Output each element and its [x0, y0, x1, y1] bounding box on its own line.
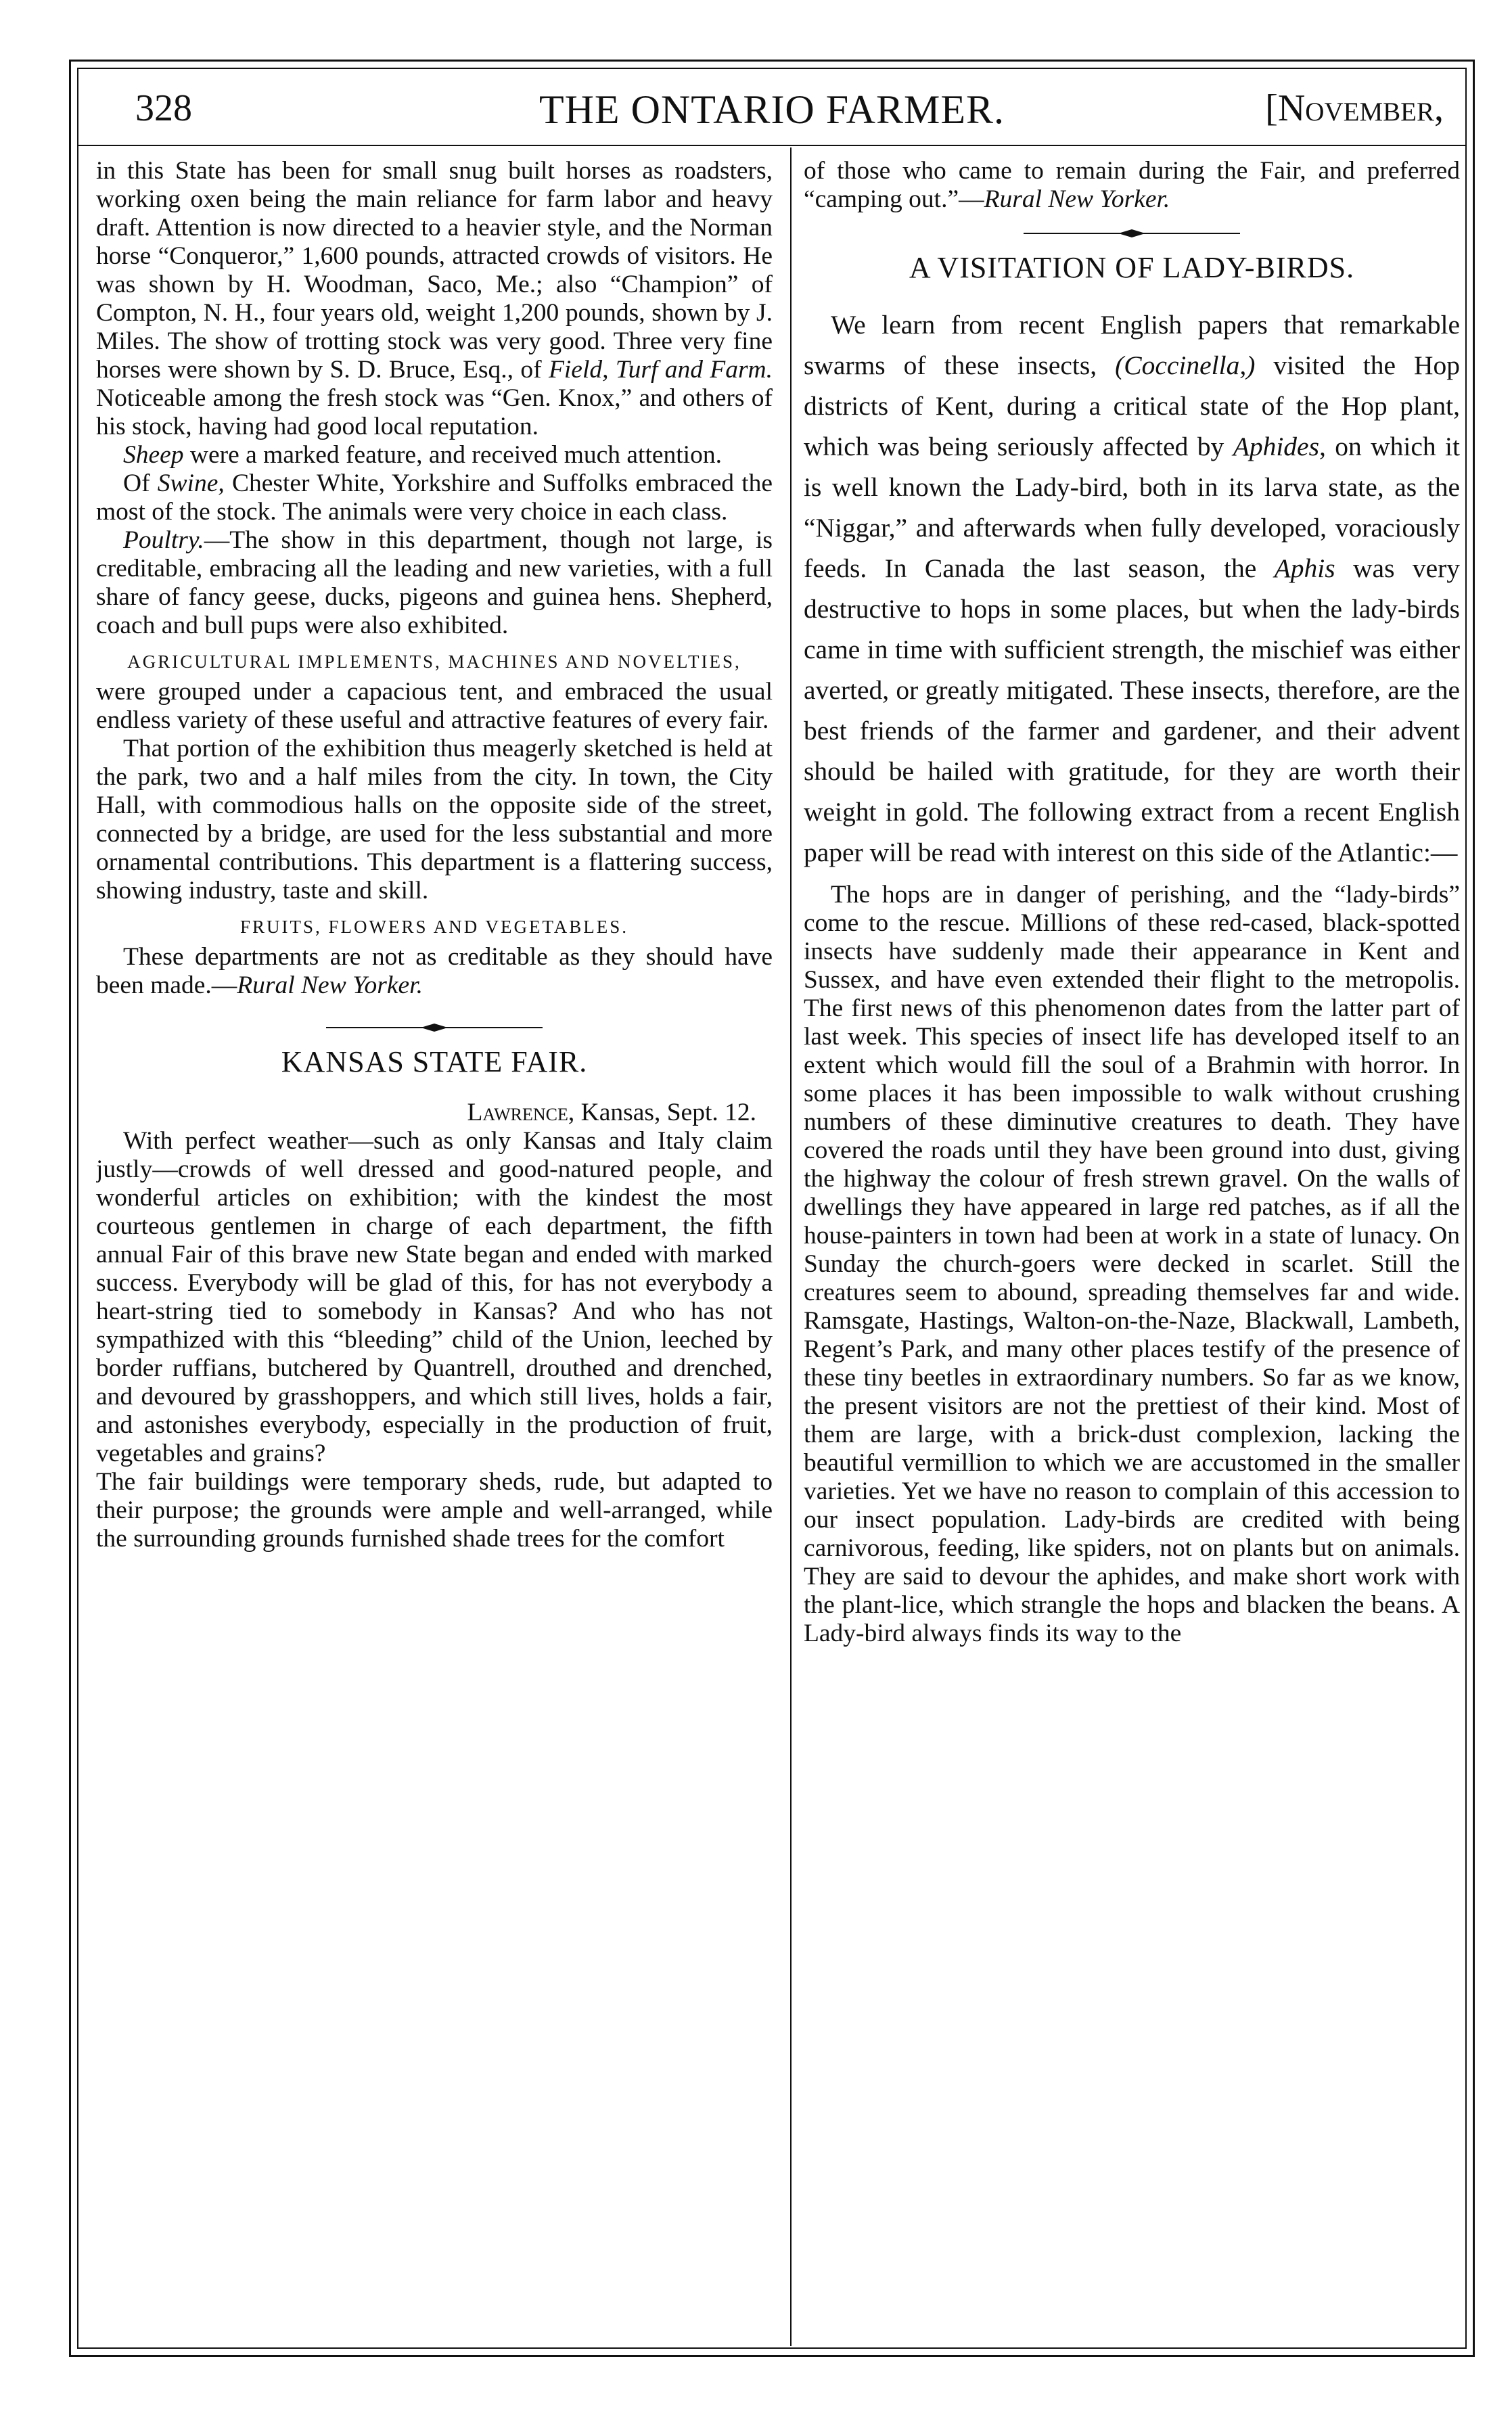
fruits-paragraph: These departments are not as creditable as they should have been made.—Rural New Yorker. [96, 943, 773, 999]
kansas-dateline: Lawrence, Kansas, Sept. 12. [467, 1099, 756, 1126]
ladybird-extract-paragraph: The hops are in danger of perishing, and the “lady-birds” come to the rescue. Millions of these red-cased, black-spotted insects have suddenly made their appearance in Kent and Sussex, and have even extended their flight to the metropolis. The first news of this phenomenon dates from the latter part of last week. This species of insect life has developed itself to an extent which would fill the soul of a Brahmin with horror. In some places it has been impossible to walk without crushing numbers of these diminutive creatures to death. They have covered the roads until they have been ground into dust, giving the highway the colour of fresh strewn gravel. On the walls of dwellings they have appeared in large red patches, as if all the house-painters in town had been at work in a state of lunacy. On Sunday the church-goers were decked in scarlet. Still the creatures seem to abound, spreading themselves far and wide. Ramsgate, Hastings, Walton-on-the-Naze, Blackwall, Lambeth, Regent’s Park, and many other places testify of the presence of these tiny beetles in extraordinary numbers. So far as we know, the present visitors are not the prettiest of their kind. Most of them are large, with a brick-dust complexion, lacking the beautiful vermillion to which we are accustomed in the smaller varieties. Yet we have no reason to complain of this accession to our insect population. Lady-birds are credited with being carnivorous, feeding, like spiders, not on plants but on animals. They are said to devour the aphides, and make short work with the plant-lice, which strangle the hops and blacken the beans. A Lady-bird always finds its way to the [804, 881, 1460, 1647]
ladybird-intro-paragraph: We learn from recent English papers that remarkable swarms of these insects, (Coccinella,) visited the Hop districts of Kent, during a critical state of the Hop plant, which was being seriously affected by Aphides, on which it is well known the Lady-bird, both in its larva state, as the “Niggar,” and afterwards when fully developed, voraciously feeds. In Canada the last season, the Aphis was very destructive to hops in some places, but when the lady-birds came in time with sufficient strength, the mischief was either averted, or greatly mitigated. These insects, therefore, are the best friends of the farmer and gardener, and their advent should be hailed with gratitude, for they are worth their weight in gold. The following extract from a recent English paper will be read with interest on this side of the Atlantic:— [804, 310, 1460, 867]
fruits-subheading: FRUITS, FLOWERS AND VEGETABLES. [239, 917, 629, 937]
section-separator-ornament [326, 1023, 543, 1032]
left-column [96, 157, 773, 2342]
issue-month: [November, [1265, 87, 1444, 129]
running-header [77, 74, 1467, 147]
column-divider [790, 147, 792, 2346]
kansas-continuation: of those who came to remain during the Fair, and preferred “camping out.”—Rural New Yorker. [804, 157, 1460, 213]
sheep-paragraph: Sheep were a marked feature, and received much attention. [123, 441, 722, 469]
poultry-paragraph: Poultry.—The show in this department, though not large, is creditable, embracing all the leading and new varieties, with a full share of fancy geese, ducks, pigeons and guinea hens. Shepherd, coach and bull pups were also exhibited. [96, 526, 773, 639]
implements-paragraph: were grouped under a capacious tent, and embraced the usual endless variety of these useful and attractive features of every fair. [96, 678, 773, 734]
section-separator-ornament [1024, 229, 1240, 238]
page-number: 328 [135, 87, 192, 129]
header-rule [77, 145, 1467, 146]
horses-paragraph: in this State has been for small snug built horses as roadsters, working oxen being the main reliance for farm labor and heavy draft. Attention is now directed to a heavier style, and the Norman horse “Conqueror,” 1,600 pounds, attracted crowds of visitors. He was shown by H. Woodman, Saco, Me.; also “Champion” of Compton, N. H., four years old, weight 1,200 pounds, shown by J. Miles. The show of trotting stock was very good. Three very fine horses were shown by S. D. Bruce, Esq., of Field, Turf and Farm. Noticeable among the fresh stock was “Gen. Knox,” and others of his stock, having had good local reputation. [96, 157, 773, 440]
kansas-article-title: KANSAS STATE FAIR. [281, 1045, 588, 1078]
implements-subheading: AGRICULTURAL IMPLEMENTS, MACHINES AND NOVELTIES, [127, 651, 741, 672]
swine-paragraph: Of Swine, Chester White, Yorkshire and Suffolks embraced the most of the stock. The animals were very choice in each class. [96, 469, 773, 526]
kansas-paragraph-2: The fair buildings were temporary sheds, rude, but adapted to their purpose; the grounds were ample and well-arranged, while the surrounding grounds furnished shade trees for the comfort [96, 1468, 773, 1553]
publication-title: THE ONTARIO FARMER. [539, 87, 1005, 132]
right-column [804, 157, 1460, 2342]
ladybird-article-title: A VISITATION OF LADY-BIRDS. [909, 251, 1355, 284]
kansas-paragraph-1: With perfect weather—such as only Kansas and Italy claim justly—crowds of well dressed and good-natured people, and wonderful articles on exhibition; with the kindest the most courteous gentlemen in charge of each department, the fifth annual Fair of this brave new State began and ended with marked success. Everybody will be glad of this, for has not everybody a heart-string tied to somebody in Kansas? And who has not sympathized with this “bleeding” child of the Union, leeched by border ruffians, butchered by Quantrell, drouthed and drenched, and devoured by grasshoppers, and which still lives, holds a fair, and astonishes everybody, especially in the production of fruit, vegetables and grains? [96, 1127, 773, 1467]
park-paragraph: That portion of the exhibition thus meagerly sketched is held at the park, two and a half miles from the city. In town, the City Hall, with commodious halls on the opposite side of the street, connected by a bridge, are used for the less substantial and more ornamental contributions. This department is a flattering success, showing industry, taste and skill. [96, 735, 773, 904]
